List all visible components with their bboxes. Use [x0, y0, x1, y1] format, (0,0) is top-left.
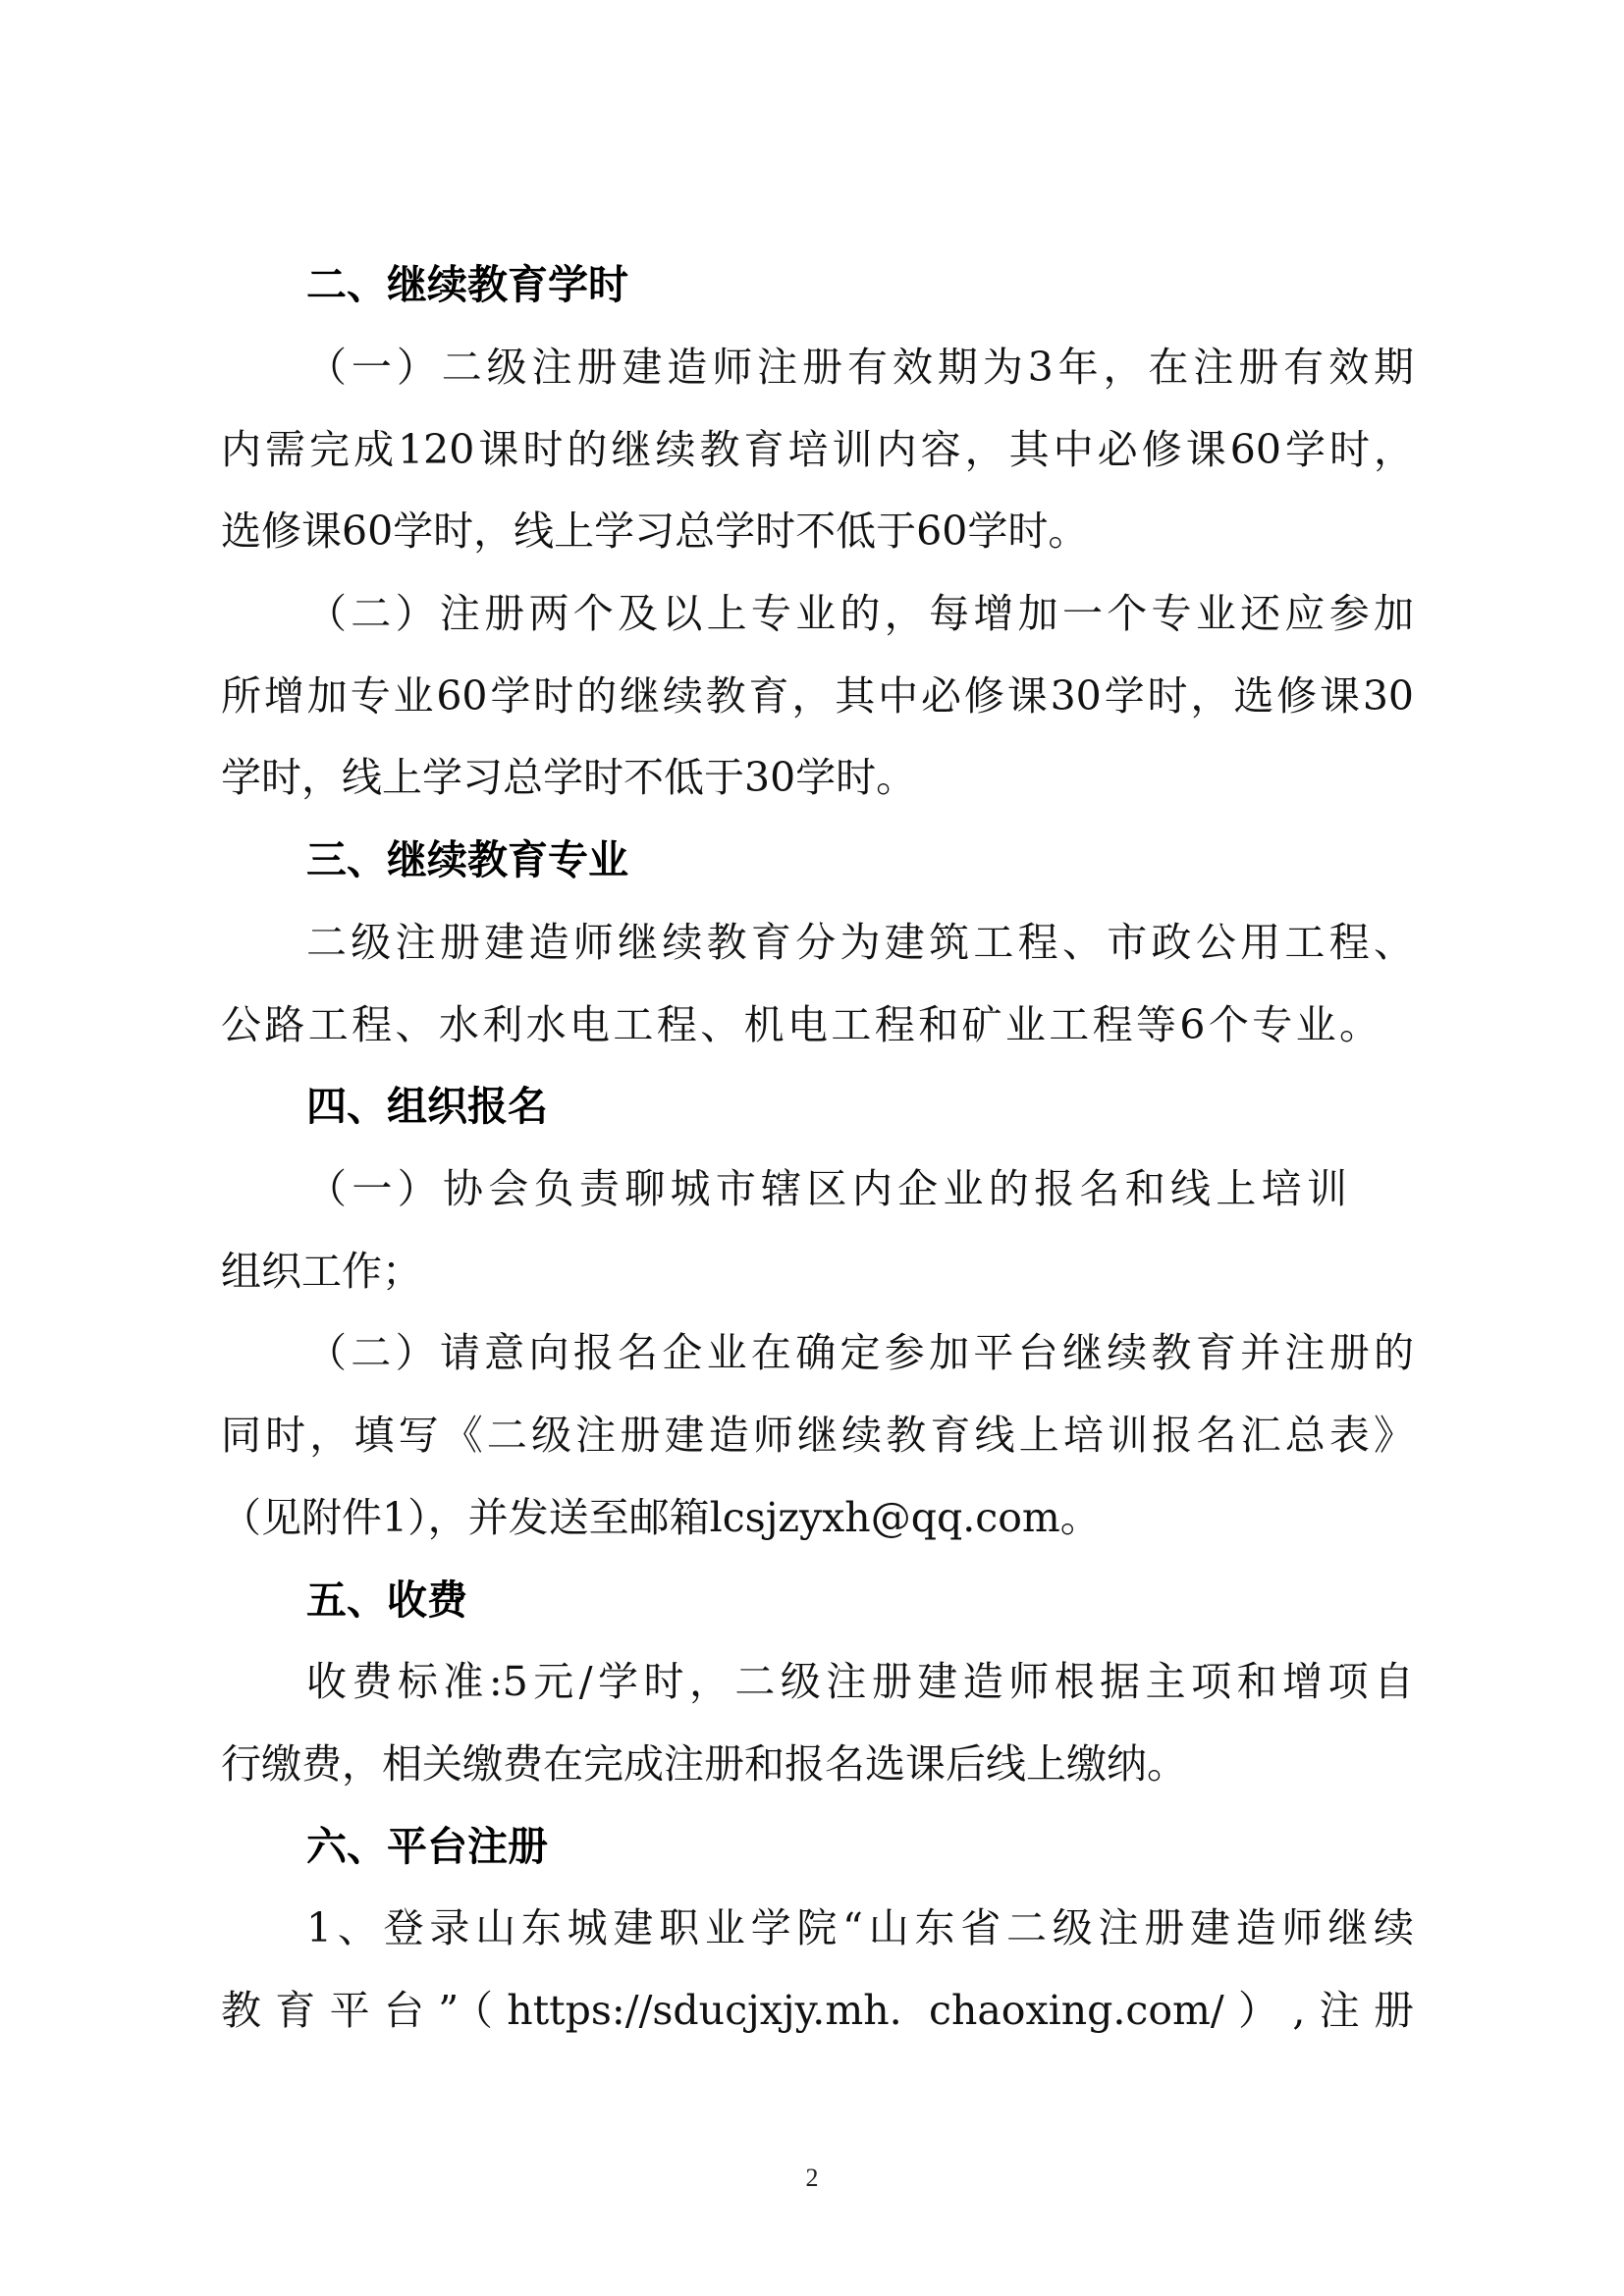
section-heading-registration: 四、组织报名 — [306, 1083, 548, 1130]
paragraph-line: 内需完成120课时的继续教育培训内容，其中必修课60学时， — [221, 426, 1414, 473]
platform-url-line: 教育平台”（https://sducjxjy.mh. chaoxing.com/）,注册 — [221, 1987, 1414, 2034]
section-heading-credit-hours: 二、继续教育学时 — [306, 261, 628, 308]
paragraph-line: 二级注册建造师继续教育分为建筑工程、市政公用工程、 — [306, 919, 1414, 966]
paragraph-line: 公路工程、水利水电工程、机电工程和矿业工程等6个专业。 — [221, 1001, 1380, 1048]
paragraph-line: 学时，线上学习总学时不低于30学时。 — [221, 754, 917, 801]
paragraph-line: 收费标准:5元/学时，二级注册建造师根据主项和增项自 — [306, 1658, 1414, 1705]
paragraph-line: 选修课60学时，线上学习总学时不低于60学时。 — [221, 507, 1089, 555]
section-heading-fees: 五、收费 — [306, 1576, 467, 1624]
paragraph-line: （二）注册两个及以上专业的，每增加一个专业还应参加 — [306, 590, 1414, 637]
paragraph-line: （一）协会负责聊城市辖区内企业的报名和线上培训 — [306, 1165, 1347, 1212]
section-heading-platform-registration: 六、平台注册 — [306, 1823, 548, 1870]
paragraph-line: （二）请意向报名企业在确定参加平台继续教育并注册的 — [306, 1329, 1414, 1376]
paragraph-line: （一）二级注册建造师注册有效期为3年，在注册有效期 — [306, 344, 1414, 391]
paragraph-line: 行缴费，相关缴费在完成注册和报名选课后线上缴纳。 — [221, 1740, 1187, 1788]
paragraph-line: 1、登录山东城建职业学院“山东省二级注册建造师继续 — [306, 1904, 1414, 1951]
paragraph-line: 同时，填写《二级注册建造师继续教育线上培训报名汇总表》 — [221, 1412, 1414, 1459]
section-heading-majors: 三、继续教育专业 — [306, 836, 628, 883]
paragraph-line: 所增加专业60学时的继续教育，其中必修课30学时，选修课30 — [221, 672, 1414, 720]
paragraph-line: 组织工作； — [221, 1248, 422, 1295]
email-line: （见附件1），并发送至邮箱lcsjzyxh@qq.com。 — [221, 1494, 1101, 1541]
page-number: 2 — [805, 2163, 819, 2192]
